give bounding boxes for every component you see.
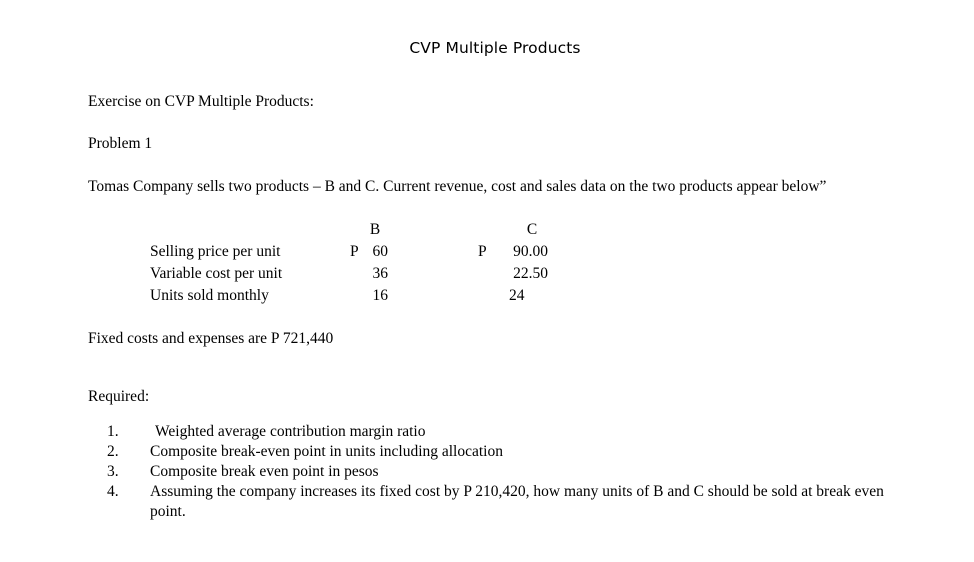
list-item-text: Composite break even point in pesos [150, 463, 379, 480]
requirements-list [107, 422, 927, 522]
exercise-heading: Exercise on CVP Multiple Products: [88, 93, 314, 110]
problem-label: Problem 1 [88, 135, 153, 152]
list-item-text: Assuming the company increases its fixed cost by P 210,420, how many units of B and C should be sold at break even point. [150, 483, 884, 520]
list-item [107, 462, 927, 482]
cell-c: 24 [509, 287, 525, 304]
row-label: Units sold monthly [150, 287, 269, 304]
cell-c: 22.50 [513, 265, 548, 282]
list-item [107, 442, 927, 462]
row-label: Variable cost per unit [150, 265, 283, 282]
row-label: Selling price per unit [150, 243, 281, 260]
required-label: Required: [88, 388, 150, 405]
list-item-number: 2. [107, 443, 119, 460]
cell-b: 60 [372, 243, 388, 260]
list-item-number: 4. [107, 483, 119, 500]
list-item-text: Weighted average contribution margin ratio [155, 423, 426, 440]
intro-paragraph: Tomas Company sells two products – B and C. Current revenue, cost and sales data on the two products appear below” [88, 178, 827, 195]
list-item-number: 3. [107, 463, 119, 480]
list-item-number: 1. [107, 423, 119, 440]
currency-b: P [350, 243, 359, 260]
cell-c: 90.00 [513, 243, 548, 260]
cell-b: 36 [372, 265, 388, 282]
fixed-costs-note: Fixed costs and expenses are P 721,440 [88, 330, 334, 347]
page-title: CVP Multiple Products [409, 39, 581, 57]
column-header-b: B [369, 221, 381, 238]
column-header-c: C [526, 221, 538, 238]
currency-c: P [478, 243, 487, 260]
list-item [107, 422, 927, 442]
cell-b: 16 [372, 287, 388, 304]
list-item [107, 482, 927, 522]
list-item-text: Composite break-even point in units including allocation [150, 443, 503, 460]
